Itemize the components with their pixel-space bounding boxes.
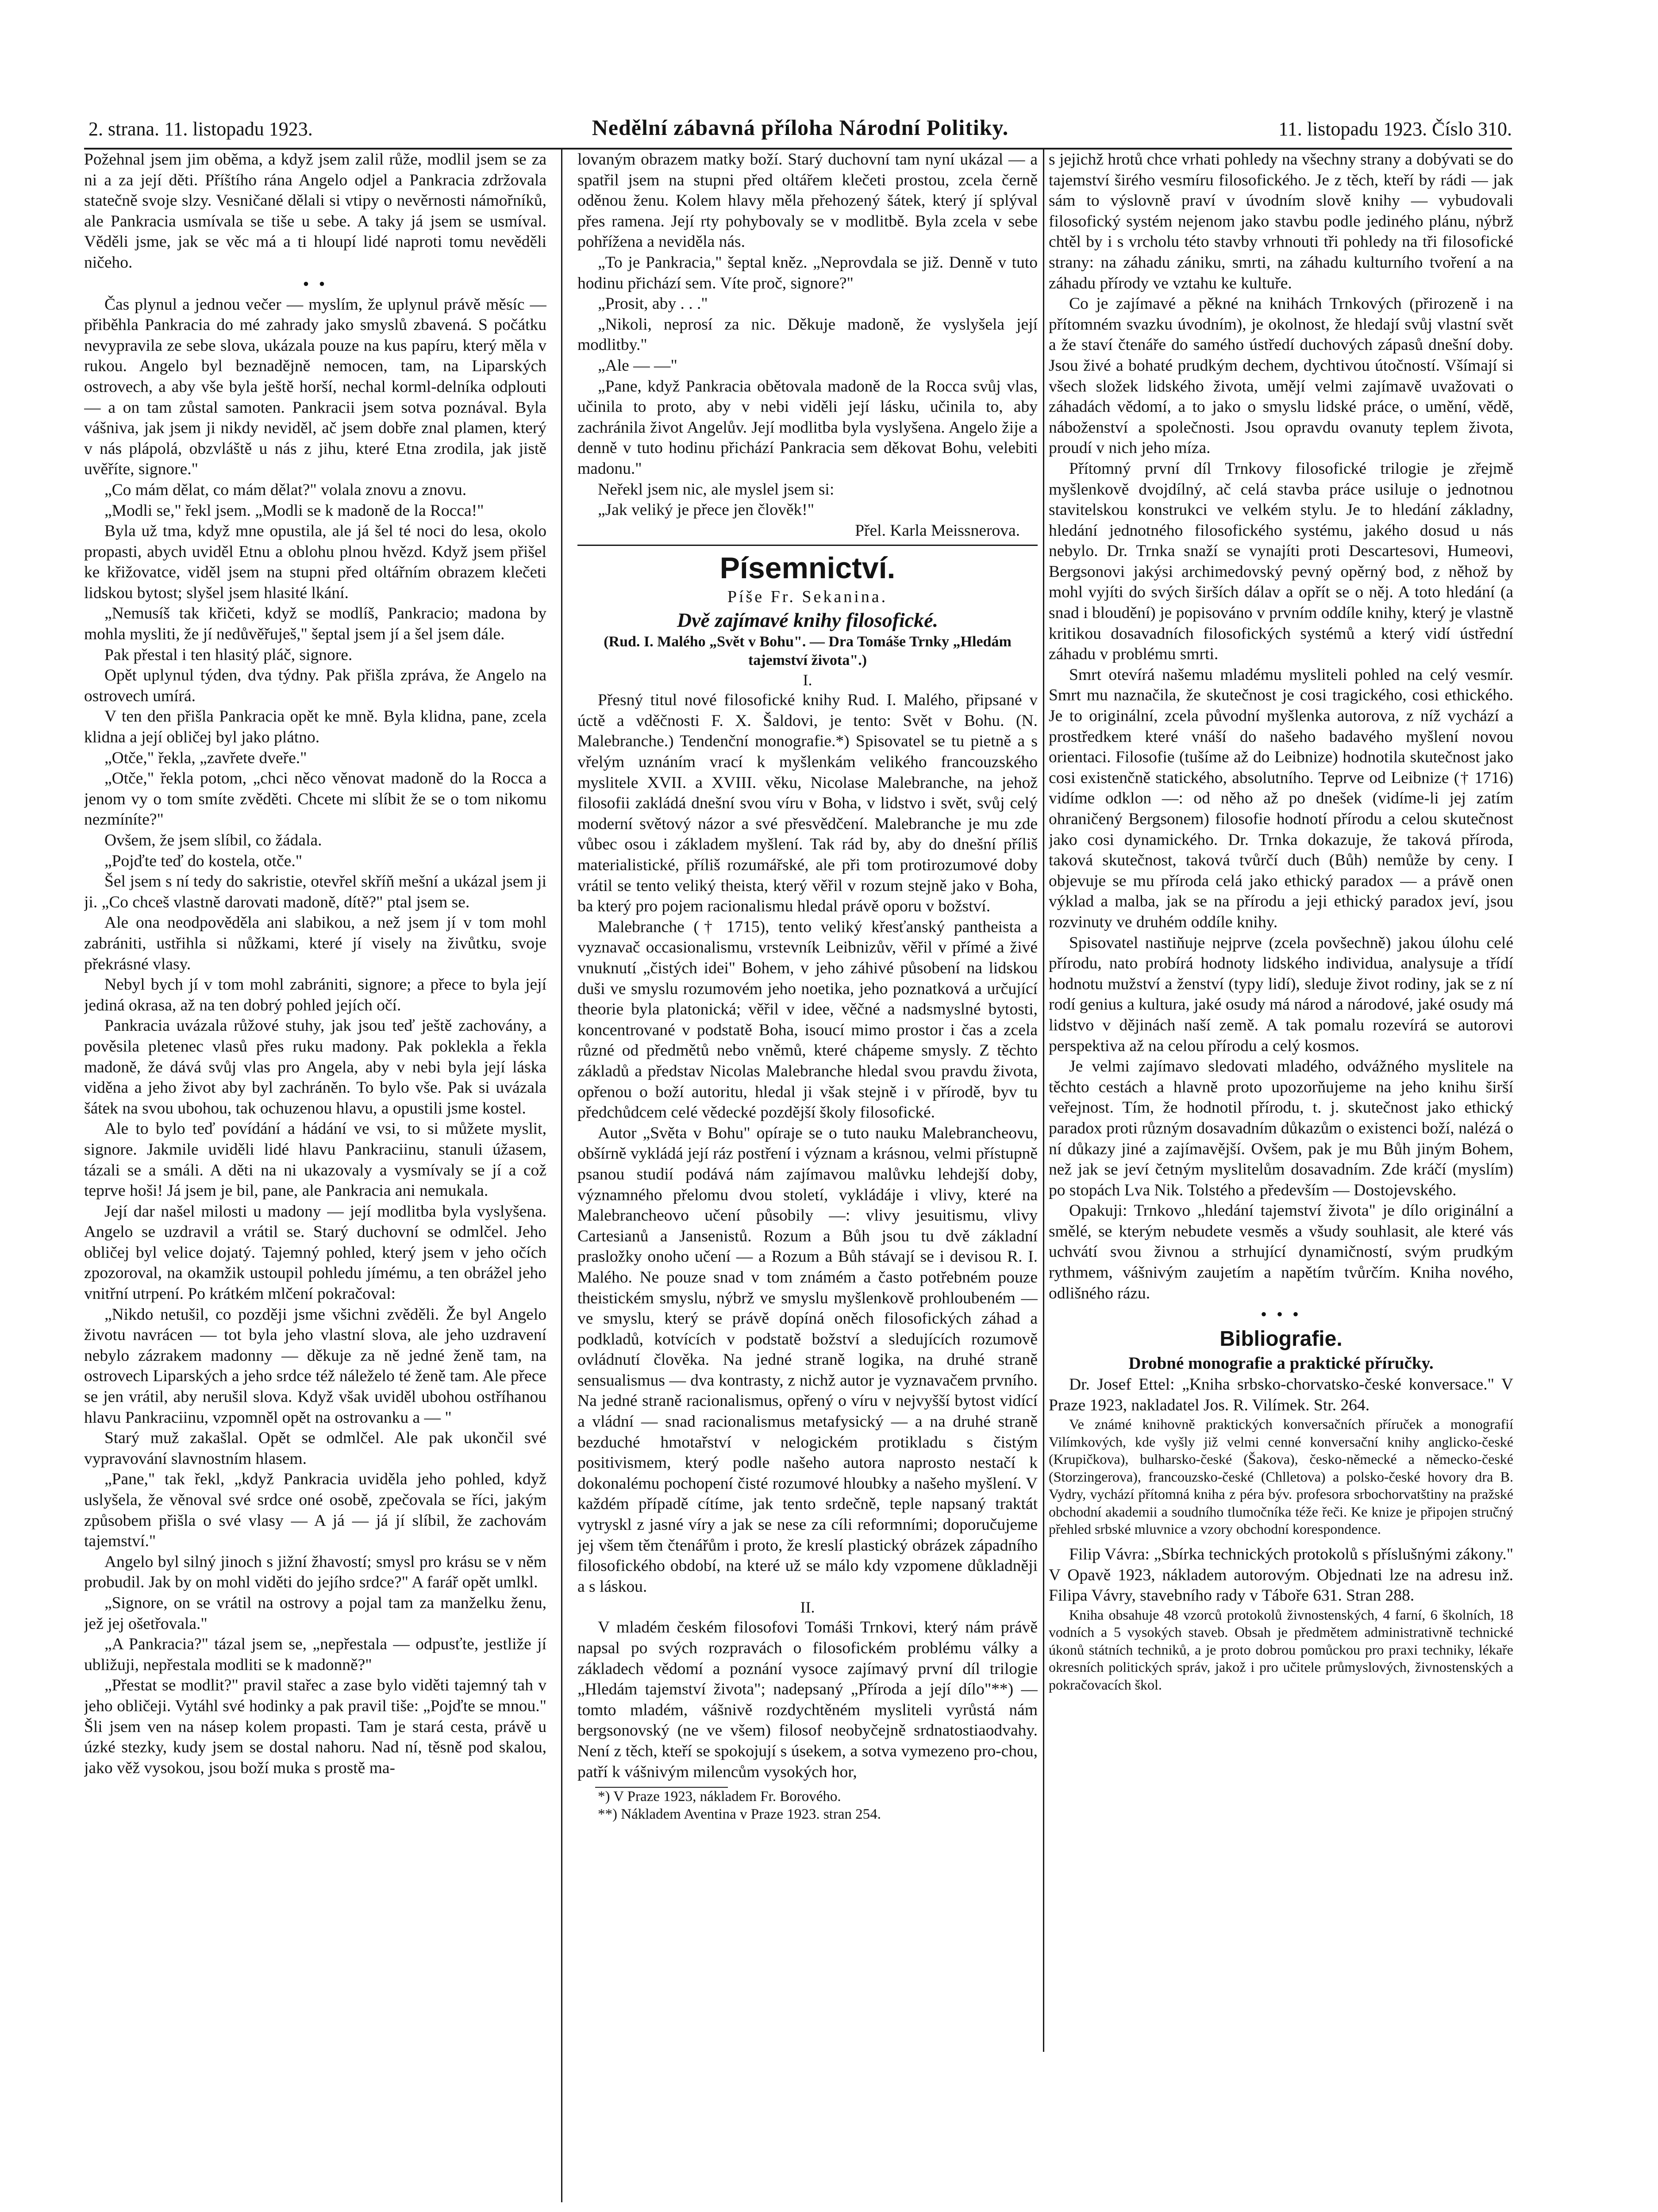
story-paragraph: Ale ona neodpověděla ani slabikou, a než jsem jí v tom mohl zabrániti, ustřihla si nůžkami, které jí visely na živůtku, svoje překrásné vlasy. [84, 914, 546, 973]
story-paragraph: „Nikdo netušil, co později jsme všichni zvěděli. Že byl Angelo životu navrácen — tot byla jeho vlastní slova, ale jeho uzdravení nebylo zázrakem madonny — děkuje za ně jedné ženě tam, na ostrovech Liparských a jeho srdce též náleželo té ženě tam. Ale přece se jen vrátil, aby nerušil slova. Když však uviděl ubohou ostříhanou hlavu Pankraciinu, vzpomněl opět na ostrovanku a — " [84, 1305, 546, 1427]
column-divider-1 [561, 150, 562, 2202]
article-subtitle: (Rud. I. Malého „Svět v Bohu". — Dra Tomáše Trnky „Hledám tajemství života".) [604, 634, 1012, 669]
story-paragraph: lovaným obrazem matky boží. Starý duchovní tam nyní ukázal — a spatřil jsem na stupni před oltářem klečeti prostou, zcela černě oděnou ženu. Kolem hlavy měla přehozený šátek, který jí splýval přes ramena. Její rty pohybovaly se v modlitbě. Byla zcela v sebe pohřížena a neviděla nás. [577, 150, 1038, 251]
article-paragraph: Opakuji: Trnkovo „hledání tajemství života" je dílo originální a smělé, se kterým nebudete vesměs a všudy souhlasit, ale které vás uchvátí svou živnou a strhující dynamičností, svým prudkým rythmem, vášnivým zaujetím a napětím tvůrčím. Kniha nového, odlišného rázu. [1049, 1202, 1513, 1302]
story-paragraph: Neřekl jsem nic, ale myslel jsem si: [598, 480, 835, 499]
story-paragraph: „Otče," řekla, „zavřete dveře." [104, 749, 307, 767]
bibliography-subtitle: Drobné monografie a praktické příručky. [1128, 1354, 1434, 1373]
page-header [88, 116, 1512, 147]
column-2 [577, 150, 1038, 2185]
column-1 [84, 150, 546, 2207]
footnote: *) V Praze 1923, nákladem Fr. Borového. [598, 1789, 841, 1805]
section-separator: • • • [1260, 1304, 1301, 1325]
story-paragraph: Pak přestal i ten hlasitý pláč, signore. [104, 645, 353, 664]
story-paragraph: „Prosit, aby . . ." [598, 295, 708, 313]
bibliography-entry: Dr. Josef Ettel: „Kniha srbsko-chorvatsko-české konversace." V Praze 1923, nakladatel Jos. R. Vilímek. Str. 264. [1049, 1375, 1513, 1414]
story-paragraph: Byla už tma, když mne opustila, ale já šel té noci do lesa, okolo propasti, abych uviděl Etnu a oblohu plnou hvězd. Když jsem přišel ke křižovatce, viděl jsem na stupni před oltářním obrazem klečeti lidskou bytost; slyšel jsem hlasité lkání. [84, 522, 546, 602]
story-paragraph: „A Pankracia?" tázal jsem se, „nepřestala — odpusťte, jestliže jí ubližuji, nepřestala modliti se k madonně?" [84, 1635, 546, 1674]
story-paragraph: „Modli se," řekl jsem. „Modli se k madoně de la Rocca!" [104, 501, 484, 520]
story-paragraph: Opět uplynul týden, dva týdny. Pak přišla zpráva, že Angelo na ostrovech umírá. [84, 666, 546, 705]
article-paragraph: Co je zajímavé a pěkné na knihách Trnkových (přirozeně i na přítomném svazku úvodním), je okolnost, že hledají svůj vlastní svět a že staví čtenáře do samého ústředí duchových zápasů dnešní doby. Jsou živé a bohaté prudkým dechem, dychtivou útočností. Všímají si všech složek lidského života, umějí velmi zajímavě uvažovati o záhadách vědomí, a to jako o smyslu lidské práce, o umění, vědě, náboženství a společnosti. Jsou opravdu ovanuty teplem života, proudí v nich jeho míza. [1049, 295, 1513, 457]
story-paragraph: „Pane, když Pankracia obětovala madoně de la Rocca svůj vlas, učinila to proto, aby v nebi viděli její lásku, učinila to, aby zachránila život Angelův. Její modlitba byla vyslyšena. Angelo žije a denně v tuto hodinu přichází Pankracia sem děkovat Bohu, velebiti madonu." [577, 377, 1038, 478]
story-paragraph: Ale to bylo teď povídání a hádání ve vsi, to si můžete myslit, signore. Jakmile uviděli lidé hlavu Pankraciinu, stanuli úžasem, tázali se a smáli. A děti na ni ukazovaly a vysmívaly se jí a což teprve hoši! Já jsem je bil, pane, ale Pankracia ani nemukala. [84, 1120, 546, 1200]
story-paragraph: „Pane," tak řekl, „když Pankracia uviděla jeho pohled, když uslyšela, že věnoval své srdce oné osobě, zpečovala se říci, jakým způsobem přišla o své vlasy — A já — já jí slíbil, že zachovám tajemství." [84, 1470, 546, 1551]
article-paragraph: Přítomný první díl Trnkovy filosofické trilogie je zřejmě myšlenkově dvojdílný, ač celá stavba práce usiluje o jednotnou stavitelskou konstrukci ve velkém stylu. Je to hledání základny, hledání jednotného filosofického systému, jakého dosud u nás nebylo. Dr. Trnka snaží se vynajíti proti Descartesovi, Humeovi, Bergsonovi jakýsi archimedovský pevný opěrný bod, z něhož by mohl vyjíti do svých širších dálav a opřít se o něj. A toto hledání (a snad i bloudění) je popisováno v prvním oddíle knihy, který je vlastně kritikou dosavadních filosofických systémů a který vidí ústřední záhadu v problému smrti. [1049, 459, 1513, 664]
story-paragraph: Starý muž zakašlal. Opět se odmlčel. Ale pak ukončil své vypravování slavnostním hlasem. [84, 1429, 546, 1468]
story-paragraph: „Pojďte teď do kostela, otče." [104, 852, 303, 870]
story-paragraph: Angelo byl silný jinoch s jižní žhavostí; smysl pro krásu se v něm probudil. Jak by on mohl viděti do jejího srdce?" A farář opět umlkl. [84, 1552, 546, 1592]
story-paragraph: „Signore, on se vrátil na ostrovy a pojal tam za manželku ženu, jež jej ošetřovala." [84, 1594, 546, 1633]
section-author: Píše Fr. Sekanina. [727, 588, 888, 607]
article-paragraph: Spisovatel nastiňuje nejprve (zcela povšechně) jakou úlohu celé přírodu, nato probírá hodnoty lidského individua, analysuje a třídí hodnotu mužství a ženství (typy lidí), sleduje život rodiny, jak se z ní rodí genius a kultura, jaké osudy má národ a národové, jaké osudy má lidstvo v dějinách naší země. A tak pomalu rozevírá se autorovi perspektiva až na celou přírodu a celý kosmos. [1049, 933, 1513, 1055]
header-date-left: 2. strana. 11. listopadu 1923. [88, 118, 313, 140]
article-paragraph: Autor „Světa v Bohu" opíraje se o tuto nauku Malebrancheovu, obšírně vykládá její ráz postření i význam a krásnou, velmi přístupně psanou studií podává nám zajímavou malůvku lehdejší doby, významného přelomu dvou století, vykládáje i vlivy, které na Malebrancheovo učení působily —: vlivy jesuitismu, vlivy Cartesianů a Jansenistů. Rozum a Bůh jsou tu dvě základní prasložky onoho učení — a Rozum a Bůh stávají se i devisou R. I. Malého. Ne pouze snad v tom známém a často potřebném pouze theistickém smyslu, nýbrž ve smyslu myšlenkově prohloubeném — ve smyslu, který se právě dopíná oněch filosofických záhad a podkladů, kotvících v podstatě božství a sledujících rozumově ovládnutí člověka. Na jedné straně logika, na druhé straně sensualismus — dva kontrasty, z nichž autor je vyznavačem prvního. Na jedné straně racionalismus, opřený o víru v nejvyšší bytost vidící a vládní — snad racionalismus metafysický — a na druhé straně bezduché hmotařství v nelogickém protikladu s čistým positivismem, který podle našeho autora naprosto nestačí k dokonalému pochopení čisté rozumové hloubky a našeho myšlení. V každém případě cítíme, jak tento srdečně, teple napsaný traktát vytryskl z jasné víry a jak se nese za cíli reformními; doporučujeme jej všem těm čtenářům i proto, že kreslí plastický obrázek západního filosofického období, na které už se málo kdy vzpomene důkladněji a s láskou. [577, 1124, 1038, 1596]
article-paragraph: V mladém českém filosofovi Tomáši Trnkovi, který nám právě napsal po svých rozpravách o filosofickém problému války a základech vědomí a poznání vysoce zajímavý první díl trilogie „Hledám tajemství života"; nadepsaný „Příroda a její dílo"**) — tomto mladém, vášnivě rozdychtěném mysliteli vyrůstá nám bergsonovský (ne ve všem) filosof neobyčejně srdnatostiaodvahy. Není z těch, kteří se spokojují s úsekem, a sotva vymezeno pro-chou, patří k vášnivým milencům vysokých hor, [577, 1618, 1038, 1781]
footnote: **) Nákladem Aventina v Praze 1923. stran 254. [598, 1806, 881, 1823]
bibliography-title: Bibliografie. [1219, 1327, 1343, 1351]
story-paragraph: Čas plynul a jednou večer — myslím, že uplynul právě měsíc — přiběhla Pankracia do mé zahrady jako smyslů zbavená. S počátku nevypravila ze sebe slova, ukázala pouze na kus papíru, který měla v rukou. Angelo byl beznadějně nemocen, tam, na Liparských ostrovech, a aby vše byla ještě horší, nechal korml-delníka odplouti — a on tam zůstal samoten. Pankracii jsem sotva poznával. Byla vášniva, jak jsem ji nikdy neviděl, ač jsem dobře znal plamen, který v nás plápolá, obzvláště u nás z jihu, které Etna zrodila, jak jistě uvěříte, signore." [84, 295, 546, 479]
article-paragraph: Smrt otevírá našemu mladému mysliteli pohled na celý vesmír. Smrt mu naznačila, že skutečnost je cosi tragického, cosi ethického. Je to originální, zcela původní myšlenka autorova, z níž vychází a prostředkem které vnáší do našeho badavého myšlení novou orientaci. Filosofie (tušíme až do Leibnize) hodnotila skutečnost jako cosi existenčně statického, absolutního. Teprve od Leibnize († 1716) vidíme odklon —: od něho až po dnešek (vidíme-li jej zatím ohraničený Bergsonem) filosofie hodnotí přírodu a celou skutečnost jako cosi dynamického. Dr. Trnka dokazuje, že taková příroda, taková skutečnost, taková tvůrčí duch (Bůh) nemůže by ceny. I objevuje se mu příroda celá jako ethický paradox — a právě onen výklad a malba, jak se na přírodu a jeji ethický paradox jeví, jsou rozvinuty ve druhém oddíle knihy. [1049, 665, 1513, 931]
header-publication-title: Nedělní zábavná příloha Národní Politiky. [592, 115, 1009, 140]
story-paragraph: Ovšem, že jsem slíbil, co žádala. [104, 831, 322, 849]
story-paragraph: „Ale — —" [598, 356, 677, 375]
story-paragraph: „Nikoli, neprosí za nic. Děkuje madoně, že vyslyšela její modlitby." [577, 315, 1038, 354]
article-paragraph: Malebranche († 1715), tento veliký křesťanský pantheista a vyznavač occasionalismu, vrstevník Leibnizův, věřil v přímé a živé vnuknutí „čistých idei" Bohem, v jeho záhivé působení na lidskou duši ve smyslu rozumovém jeho noetika, jeho poznatková a určující theorie byla platonická; věřil v idee, věčné a nadsmyslné bytosti, koncentrované v podstatě Boha, isoucí mimo prostor i čas a zcela různé od předmětů nebo vněmů, které chápeme smysly. Z těchto základů a představ Nicolas Malebranche hledal svou pravdu života, opřenou o boží autoritu, hledal ji však stejně i v přírodě, byv tu předchůdcem celé vědecké pozdější školy filosofické. [577, 918, 1038, 1122]
story-paragraph: Nebyl bych jí v tom mohl zabrániti, signore; a přece to byla její jediná okrasa, až na ten dobrý pohled jejích očí. [84, 975, 546, 1014]
bibliography-annotation: Ve známé knihovně praktických konversačních příruček a monografií Vilímkových, kde vyšly již velmi cenné konversační knihy anglicko-české (Krupičkova), bulharsko-české (Šakova), česko-německé a německo-české (Storzingerova), francouzsko-české (Chlletova) a polsko-české hovory dra B. Vydry, vychází přítomná kniha z péra býv. profesora srbochorvatštiny na pražské obchodní akademii a soudního tlumočníka téže řeči. Ke knize je připojen stručný přehled srbské mluvnice a vzory obchodní korespondence. [1049, 1416, 1513, 1537]
translator-credit: Přel. Karla Meissnerova. [855, 521, 1020, 540]
article-paragraph: s jejichž hrotů chce vrhati pohledy na všechny strany a dobývati se do tajemství širého vesmíru filosofického. Je z těch, kteří by rádi — jak sám to výslovně praví v úvodním slově knihy — vybudovali filosofický systém nejenom jako stavbu podle jediného plánu, nýbrž chtěl by i s vrcholu této stavby vrhnouti tři pohledy na tři filosofické strany: na záhadu zániku, smrti, na záhadu kulturního tvoření a na záhadu přírody ve vztahu ke kultuře. [1049, 150, 1513, 292]
bibliography-annotation: Kniha obsahuje 48 vzorců protokolů živnostenských, 4 farní, 6 školních, 18 vodních a 5 vysokých staveb. Obsah je předmětem administrativně technické úkonů státních techniků, a je proto dobrou pomůckou pro praxi techniky, lékaře okresních politických správ, jakož i pro učitele průmyslových, živnostenských a pokračovacích škol. [1049, 1606, 1513, 1693]
article-paragraph: Přesný titul nové filosofické knihy Rud. I. Malého, připsané v úctě a vděčnosti F. X. Šaldovi, je tento: Svět v Bohu. (N. Malebranche.) Tendenční monografie.*) Spisovatel se tu pietně a s vřelým uznáním vrací k myšlenkám velikého francouzského myslitele XVII. a XVIII. věku, Nicolase Malebranche, na jehož filosofii zakládá dnešní svou víru v Boha, v lidstvo i svět, svůj celý moderní světový názor a své přesvědčení. Malebranche je mu zde vůbec osou i základem myšlení. Tak rád by, aby do dnešní příliš materialistické, příliš rozumářské, ale při tom protirozumové doby vrátil se tento veliký theista, který věřil v rozum stejně jako v Boha, ba který pro pojem racionalismu hledal právě oporu v božství. [577, 691, 1038, 916]
story-paragraph: Šel jsem s ní tedy do sakristie, otevřel skříň mešní a ukázal jsem ji ji. „Co chceš vlastně darovati madoně, dítě?" ptal jsem se. [84, 872, 546, 911]
story-paragraph: Její dar našel milosti u madony — její modlitba byla vyslyšena. Angelo se uzdravil a vrátil se. Starý duchovní se odmlčel. Jeho obličej byl velice dojatý. Tajemný pohled, který jsem v jeho očích zpozoroval, na okamžik ustoupil pohledu jímému, a ten obrážel jeho vnitřní utrpení. Po krátkém mlčení pokračoval: [84, 1202, 546, 1303]
story-paragraph: „Otče," řekla potom, „chci něco věnovat madoně do la Rocca a jenom vy o tom smíte zvěděti. Chcete mi slíbit že se o tom nikomu nezmíníte?" [84, 769, 546, 829]
section-separator: • • [303, 273, 328, 294]
column-divider-2 [1043, 150, 1044, 2052]
column-3 [1049, 150, 1513, 2016]
story-paragraph: „Jak veliký je přece jen člověk!" [598, 501, 815, 519]
story-paragraph: „Přestat se modlit?" pravil stařec a zase bylo viděti tajemný tah v jeho obličeji. Vytáhl své hodinky a pak pravil tiše: „Pojďte se mnou." Šli jsem ven na násep kolem propasti. Tam je stará cesta, právě u úzké stezky, kudy jsem se dostal nahoru. Nad ní, těsně pod skalou, jako věž vysokou, jsou boží muka s prostě ma- [84, 1676, 546, 1777]
section-rule [577, 545, 1038, 546]
part-number: I. [803, 671, 812, 689]
story-paragraph: V ten den přišla Pankracia opět ke mně. Byla klidna, pane, zcela klidna a její obličej byl jako plátno. [84, 707, 546, 747]
article-paragraph: Je velmi zajímavo sledovati mladého, odvážného myslitele na těchto cestách a hlavně proto upozorňujeme na jeho knihu širší veřejnost. Tím, že hodnotil přírodu, t. j. skutečnost jako ethický paradox proti různým dosavadním důkazům o existenci boží, nalézá o ní důkazy jiné a zajímavější. Ovšem, pak je mu Bůh jiným Bohem, než jak se jeví četným myslitelům dosavadním. Zde kráčí (myslím) po stopách Lva Nik. Tolstého a především — Dostojevského. [1049, 1057, 1513, 1199]
story-paragraph: „Nemusíš tak křičeti, když se modlíš, Pankracio; madona by mohla mysliti, že jí nedůvěřuješ," šeptal jsem jí a šel jsem dále. [84, 604, 546, 644]
article-title: Dvě zajímavé knihy filosofické. [677, 609, 939, 632]
header-date-issue: 11. listopadu 1923. Číslo 310. [1278, 118, 1512, 140]
story-paragraph: Požehnal jsem jim oběma, a když jsem zalil růže, modlil jsem se za ni a za její děti. Příštího rána Angelo odjel a Pankracia zdržovala statečně svoje slzy. Vesničané dělali si vtipy o nevěrnosti námořníků, ale Pankracia usmívala se tiše u sebe. A taky já jsem se usmíval. Věděli jsme, jak se věc má a ti hloupí lidé naproti tomu nevěděli ničeho. [84, 150, 546, 272]
part-number: II. [800, 1598, 815, 1617]
bibliography-entry: Filip Vávra: „Sbírka technických protokolů s příslušnými zákony." V Opavě 1923, nákladem autorovým. Objednati lze na adresu inž. Filipa Vávry, stavebního rady v Táboře 631. Stran 288. [1049, 1545, 1513, 1605]
story-paragraph: Pankracia uvázala růžové stuhy, jak jsou teď ještě zachovány, a pověsila pletenec vlasů přes ruku madony. Pak poklekla a řekla madoně, že dává svůj vlas pro Angela, aby v nebi byla její láska viděna a jeho život aby byl zachráněn. To bylo vše. Pak si uvázala šátek na svou ubohou, tak ochuzenou hlavu, a opustili jsme kostel. [84, 1017, 546, 1118]
section-title: Písemnictví. [719, 551, 896, 585]
story-paragraph: „Co mám dělat, co mám dělat?" volala znovu a znovu. [104, 480, 467, 499]
footnote-rule [595, 1787, 728, 1788]
story-paragraph: „To je Pankracia," šeptal kněz. „Neprovdala se již. Denně v tuto hodinu přichází sem. Víte proč, signore?" [577, 253, 1038, 292]
